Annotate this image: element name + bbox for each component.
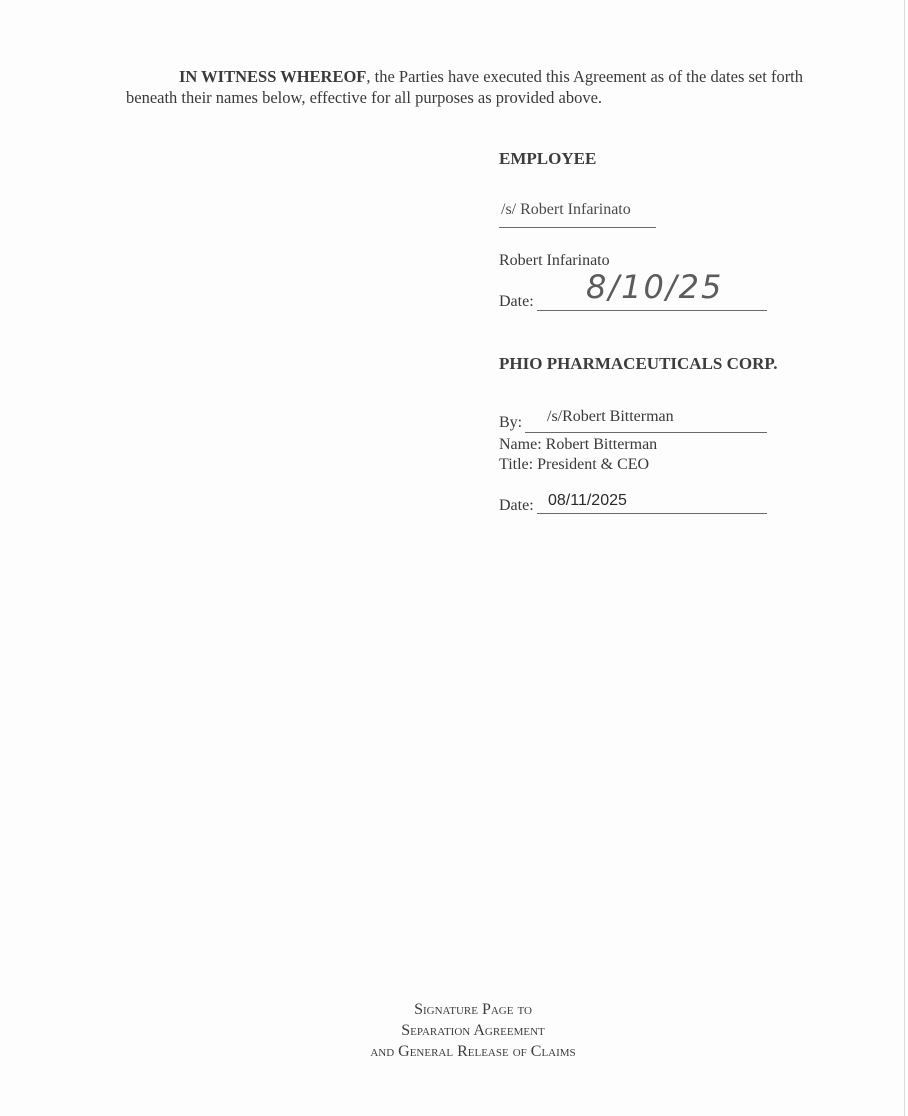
footer-line-3: and General Release of Claims <box>370 1043 576 1060</box>
page-edge <box>904 0 905 1116</box>
employee-name: Robert Infarinato <box>499 252 610 269</box>
company-signature: /s/Robert Bitterman <box>547 408 674 425</box>
footer-line-1: Signature Page to <box>414 1001 532 1018</box>
company-name-line: Name: Robert Bitterman <box>499 436 658 453</box>
company-date-value: 08/11/2025 <box>548 492 627 509</box>
witness-text: , the Parties have executed this Agreement as of the dates set forth beneath their names below, effective for all purposes as provided above. <box>126 67 804 107</box>
witness-lead: IN WITNESS WHEREOF <box>179 67 367 86</box>
employee-signature: /s/ Robert Infarinato <box>501 201 631 218</box>
employee-date-label: Date: <box>499 293 534 310</box>
company-by-label: By: <box>499 414 523 431</box>
company-date-label: Date: <box>499 497 534 514</box>
employee-handwritten-date: 8/10/25 <box>586 268 724 306</box>
employee-date-line <box>537 310 767 311</box>
company-heading: PHIO PHARMACEUTICALS CORP. <box>499 354 778 373</box>
company-date-line <box>537 513 767 514</box>
employee-signature-line <box>499 227 656 228</box>
witness-paragraph <box>126 66 826 108</box>
employee-heading: EMPLOYEE <box>499 149 597 168</box>
company-title-line: Title: President & CEO <box>499 456 650 473</box>
company-signature-line <box>525 432 767 433</box>
footer-line-2: Separation Agreement <box>401 1022 545 1039</box>
